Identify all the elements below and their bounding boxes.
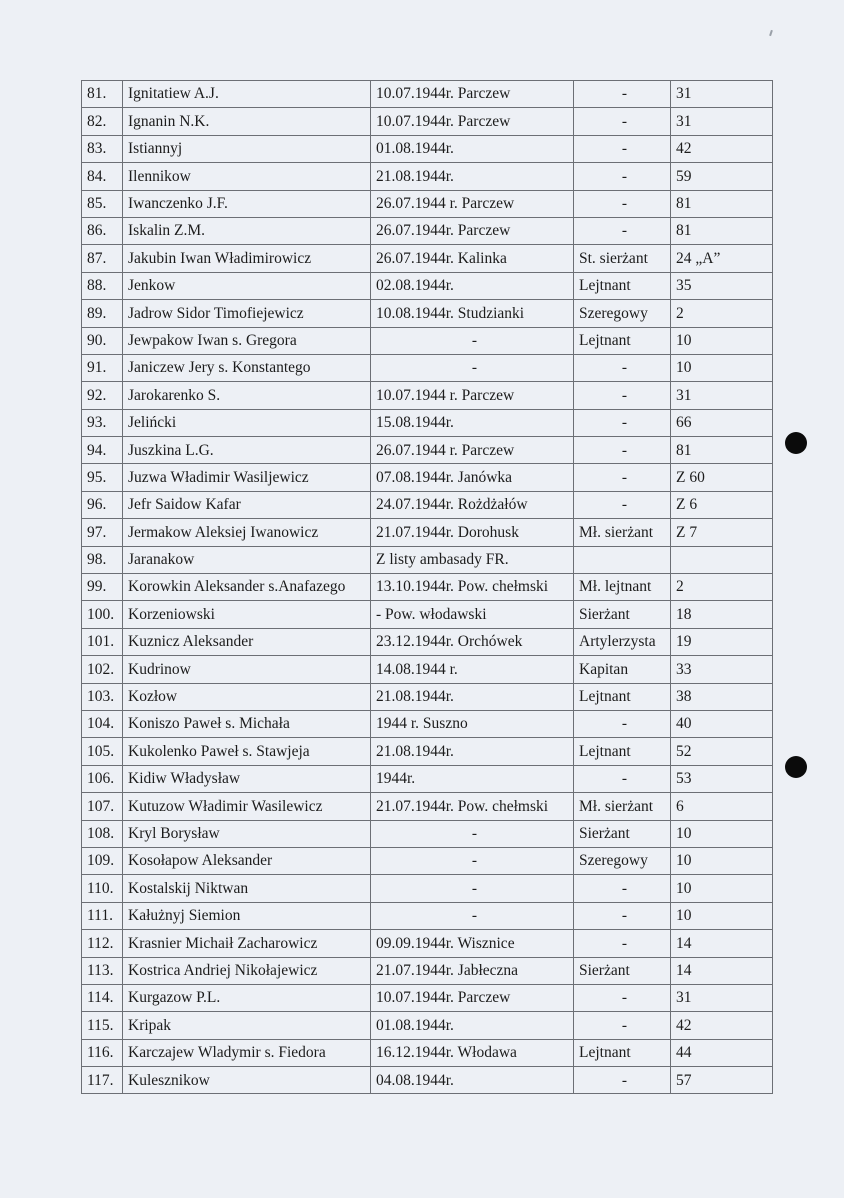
table-row bbox=[82, 683, 773, 710]
table-row bbox=[82, 601, 773, 628]
date-place-cell: - bbox=[371, 902, 574, 929]
table-row bbox=[82, 574, 773, 601]
rank-cell: - bbox=[574, 984, 671, 1011]
table-row bbox=[82, 327, 773, 354]
row-number-cell: 103. bbox=[82, 683, 123, 710]
date-place-cell: 26.07.1944 r. Parczew bbox=[371, 190, 574, 217]
rank-cell: Lejtnant bbox=[574, 272, 671, 299]
person-name-cell: Kripak bbox=[123, 1012, 371, 1039]
unit-number-cell: 31 bbox=[671, 81, 773, 108]
punch-hole-lower bbox=[785, 756, 807, 778]
date-place-cell: 10.07.1944r. Parczew bbox=[371, 984, 574, 1011]
date-place-cell: 01.08.1944r. bbox=[371, 135, 574, 162]
date-place-cell: - bbox=[371, 875, 574, 902]
unit-number-cell: 10 bbox=[671, 875, 773, 902]
table-row bbox=[82, 163, 773, 190]
unit-number-cell: 81 bbox=[671, 190, 773, 217]
row-number-cell: 90. bbox=[82, 327, 123, 354]
table-row bbox=[82, 902, 773, 929]
date-place-cell: - bbox=[371, 847, 574, 874]
row-number-cell: 88. bbox=[82, 272, 123, 299]
row-number-cell: 82. bbox=[82, 108, 123, 135]
rank-cell: - bbox=[574, 464, 671, 491]
table-row bbox=[82, 984, 773, 1011]
unit-number-cell: 14 bbox=[671, 957, 773, 984]
rank-cell: - bbox=[574, 491, 671, 518]
date-place-cell: 21.08.1944r. bbox=[371, 738, 574, 765]
row-number-cell: 92. bbox=[82, 382, 123, 409]
table-row bbox=[82, 546, 773, 573]
person-name-cell: Ilennikow bbox=[123, 163, 371, 190]
table-row bbox=[82, 793, 773, 820]
rank-cell: Sierżant bbox=[574, 957, 671, 984]
rank-cell bbox=[574, 546, 671, 573]
table-row bbox=[82, 217, 773, 244]
table-row bbox=[82, 738, 773, 765]
person-name-cell: Iskalin Z.M. bbox=[123, 217, 371, 244]
person-name-cell: Ignitatiew A.J. bbox=[123, 81, 371, 108]
unit-number-cell: 44 bbox=[671, 1039, 773, 1066]
rank-cell: - bbox=[574, 81, 671, 108]
row-number-cell: 100. bbox=[82, 601, 123, 628]
date-place-cell: 10.07.1944r. Parczew bbox=[371, 108, 574, 135]
rank-cell: - bbox=[574, 930, 671, 957]
rank-cell: - bbox=[574, 437, 671, 464]
rank-cell: Mł. sierżant bbox=[574, 793, 671, 820]
unit-number-cell bbox=[671, 546, 773, 573]
date-place-cell: 14.08.1944 r. bbox=[371, 656, 574, 683]
row-number-cell: 108. bbox=[82, 820, 123, 847]
rank-cell: - bbox=[574, 710, 671, 737]
unit-number-cell: 10 bbox=[671, 902, 773, 929]
person-name-cell: Jermakow Aleksiej Iwanowicz bbox=[123, 519, 371, 546]
row-number-cell: 102. bbox=[82, 656, 123, 683]
person-name-cell: Jadrow Sidor Timofiejewicz bbox=[123, 300, 371, 327]
unit-number-cell: Z 7 bbox=[671, 519, 773, 546]
table-row bbox=[82, 437, 773, 464]
row-number-cell: 105. bbox=[82, 738, 123, 765]
row-number-cell: 106. bbox=[82, 765, 123, 792]
rank-cell: - bbox=[574, 108, 671, 135]
rank-cell: Mł. lejtnant bbox=[574, 574, 671, 601]
table-row bbox=[82, 300, 773, 327]
row-number-cell: 98. bbox=[82, 546, 123, 573]
date-place-cell: 15.08.1944r. bbox=[371, 409, 574, 436]
rank-cell: - bbox=[574, 217, 671, 244]
table-row bbox=[82, 245, 773, 272]
date-place-cell: - Pow. włodawski bbox=[371, 601, 574, 628]
row-number-cell: 83. bbox=[82, 135, 123, 162]
row-number-cell: 101. bbox=[82, 628, 123, 655]
rank-cell: Lejtnant bbox=[574, 738, 671, 765]
table-row bbox=[82, 272, 773, 299]
unit-number-cell: 40 bbox=[671, 710, 773, 737]
person-name-cell: Karczajew Wladymir s. Fiedora bbox=[123, 1039, 371, 1066]
row-number-cell: 109. bbox=[82, 847, 123, 874]
table-row bbox=[82, 930, 773, 957]
person-name-cell: Jenkow bbox=[123, 272, 371, 299]
rank-cell: - bbox=[574, 875, 671, 902]
row-number-cell: 110. bbox=[82, 875, 123, 902]
row-number-cell: 96. bbox=[82, 491, 123, 518]
person-name-cell: Istiannyj bbox=[123, 135, 371, 162]
person-name-cell: Kuznicz Aleksander bbox=[123, 628, 371, 655]
person-name-cell: Kurgazow P.L. bbox=[123, 984, 371, 1011]
unit-number-cell: 14 bbox=[671, 930, 773, 957]
unit-number-cell: 6 bbox=[671, 793, 773, 820]
person-name-cell: Jelińcki bbox=[123, 409, 371, 436]
person-name-cell: Jarokarenko S. bbox=[123, 382, 371, 409]
unit-number-cell: 42 bbox=[671, 135, 773, 162]
unit-number-cell: Z 6 bbox=[671, 491, 773, 518]
rank-cell: Szeregowy bbox=[574, 300, 671, 327]
unit-number-cell: 57 bbox=[671, 1067, 773, 1094]
rank-cell: Szeregowy bbox=[574, 847, 671, 874]
table-row bbox=[82, 382, 773, 409]
table-row bbox=[82, 1067, 773, 1094]
row-number-cell: 94. bbox=[82, 437, 123, 464]
rank-cell: - bbox=[574, 765, 671, 792]
rank-cell: - bbox=[574, 135, 671, 162]
unit-number-cell: 33 bbox=[671, 656, 773, 683]
person-name-cell: Kidiw Władysław bbox=[123, 765, 371, 792]
roster-body bbox=[82, 81, 773, 1094]
unit-number-cell: 10 bbox=[671, 820, 773, 847]
rank-cell: - bbox=[574, 902, 671, 929]
table-row bbox=[82, 354, 773, 381]
row-number-cell: 84. bbox=[82, 163, 123, 190]
row-number-cell: 85. bbox=[82, 190, 123, 217]
person-name-cell: Janiczew Jery s. Konstantego bbox=[123, 354, 371, 381]
person-name-cell: Korzeniowski bbox=[123, 601, 371, 628]
unit-number-cell: Z 60 bbox=[671, 464, 773, 491]
date-place-cell: 26.07.1944 r. Parczew bbox=[371, 437, 574, 464]
rank-cell: Lejtnant bbox=[574, 683, 671, 710]
unit-number-cell: 31 bbox=[671, 382, 773, 409]
date-place-cell: 21.08.1944r. bbox=[371, 163, 574, 190]
unit-number-cell: 2 bbox=[671, 574, 773, 601]
person-name-cell: Jaranakow bbox=[123, 546, 371, 573]
person-name-cell: Jakubin Iwan Władimirowicz bbox=[123, 245, 371, 272]
row-number-cell: 81. bbox=[82, 81, 123, 108]
table-row bbox=[82, 765, 773, 792]
table-row bbox=[82, 108, 773, 135]
row-number-cell: 104. bbox=[82, 710, 123, 737]
date-place-cell: Z listy ambasady FR. bbox=[371, 546, 574, 573]
unit-number-cell: 19 bbox=[671, 628, 773, 655]
roster-table bbox=[81, 80, 773, 1094]
person-name-cell: Koniszo Paweł s. Michała bbox=[123, 710, 371, 737]
unit-number-cell: 53 bbox=[671, 765, 773, 792]
row-number-cell: 107. bbox=[82, 793, 123, 820]
table-row bbox=[82, 409, 773, 436]
date-place-cell: 24.07.1944r. Rożdżałów bbox=[371, 491, 574, 518]
date-place-cell: 09.09.1944r. Wisznice bbox=[371, 930, 574, 957]
person-name-cell: Ignanin N.K. bbox=[123, 108, 371, 135]
row-number-cell: 117. bbox=[82, 1067, 123, 1094]
person-name-cell: Jefr Saidow Kafar bbox=[123, 491, 371, 518]
row-number-cell: 91. bbox=[82, 354, 123, 381]
rank-cell: - bbox=[574, 354, 671, 381]
row-number-cell: 115. bbox=[82, 1012, 123, 1039]
rank-cell: Artylerzysta bbox=[574, 628, 671, 655]
table-row bbox=[82, 519, 773, 546]
unit-number-cell: 2 bbox=[671, 300, 773, 327]
unit-number-cell: 10 bbox=[671, 354, 773, 381]
unit-number-cell: 38 bbox=[671, 683, 773, 710]
table-row bbox=[82, 81, 773, 108]
row-number-cell: 86. bbox=[82, 217, 123, 244]
date-place-cell: 10.08.1944r. Studzianki bbox=[371, 300, 574, 327]
person-name-cell: Kulesznikow bbox=[123, 1067, 371, 1094]
person-name-cell: Kudrinow bbox=[123, 656, 371, 683]
unit-number-cell: 81 bbox=[671, 217, 773, 244]
person-name-cell: Kryl Borysław bbox=[123, 820, 371, 847]
row-number-cell: 97. bbox=[82, 519, 123, 546]
date-place-cell: 1944r. bbox=[371, 765, 574, 792]
unit-number-cell: 66 bbox=[671, 409, 773, 436]
person-name-cell: Kałużnyj Siemion bbox=[123, 902, 371, 929]
row-number-cell: 112. bbox=[82, 930, 123, 957]
date-place-cell: 26.07.1944r. Kalinka bbox=[371, 245, 574, 272]
row-number-cell: 114. bbox=[82, 984, 123, 1011]
date-place-cell: 10.07.1944 r. Parczew bbox=[371, 382, 574, 409]
date-place-cell: 10.07.1944r. Parczew bbox=[371, 81, 574, 108]
unit-number-cell: 31 bbox=[671, 108, 773, 135]
person-name-cell: Iwanczenko J.F. bbox=[123, 190, 371, 217]
table-row bbox=[82, 464, 773, 491]
rank-cell: Sierżant bbox=[574, 820, 671, 847]
date-place-cell: 16.12.1944r. Włodawa bbox=[371, 1039, 574, 1066]
date-place-cell: 07.08.1944r. Janówka bbox=[371, 464, 574, 491]
row-number-cell: 87. bbox=[82, 245, 123, 272]
person-name-cell: Kostrica Andriej Nikołajewicz bbox=[123, 957, 371, 984]
table-row bbox=[82, 820, 773, 847]
rank-cell: Lejtnant bbox=[574, 1039, 671, 1066]
rank-cell: - bbox=[574, 163, 671, 190]
person-name-cell: Kozłow bbox=[123, 683, 371, 710]
table-row bbox=[82, 875, 773, 902]
unit-number-cell: 81 bbox=[671, 437, 773, 464]
person-name-cell: Kostalskij Niktwan bbox=[123, 875, 371, 902]
unit-number-cell: 35 bbox=[671, 272, 773, 299]
rank-cell: Sierżant bbox=[574, 601, 671, 628]
table-row bbox=[82, 1012, 773, 1039]
table-row bbox=[82, 710, 773, 737]
person-name-cell: Juszkina L.G. bbox=[123, 437, 371, 464]
table-row bbox=[82, 656, 773, 683]
table-row bbox=[82, 491, 773, 518]
punch-hole-upper bbox=[785, 432, 807, 454]
person-name-cell: Krasnier Michaił Zacharowicz bbox=[123, 930, 371, 957]
date-place-cell: 21.08.1944r. bbox=[371, 683, 574, 710]
table-row bbox=[82, 1039, 773, 1066]
unit-number-cell: 52 bbox=[671, 738, 773, 765]
scan-speck bbox=[769, 30, 773, 36]
person-name-cell: Korowkin Aleksander s.Anafazego bbox=[123, 574, 371, 601]
person-name-cell: Jewpakow Iwan s. Gregora bbox=[123, 327, 371, 354]
date-place-cell: 21.07.1944r. Jabłeczna bbox=[371, 957, 574, 984]
row-number-cell: 93. bbox=[82, 409, 123, 436]
unit-number-cell: 42 bbox=[671, 1012, 773, 1039]
person-name-cell: Kukolenko Paweł s. Stawjeja bbox=[123, 738, 371, 765]
rank-cell: - bbox=[574, 1012, 671, 1039]
person-name-cell: Juzwa Władimir Wasiljewicz bbox=[123, 464, 371, 491]
table-row bbox=[82, 847, 773, 874]
date-place-cell: 02.08.1944r. bbox=[371, 272, 574, 299]
table-row bbox=[82, 135, 773, 162]
table-row bbox=[82, 957, 773, 984]
date-place-cell: 01.08.1944r. bbox=[371, 1012, 574, 1039]
person-name-cell: Kosołapow Aleksander bbox=[123, 847, 371, 874]
unit-number-cell: 31 bbox=[671, 984, 773, 1011]
rank-cell: - bbox=[574, 409, 671, 436]
row-number-cell: 95. bbox=[82, 464, 123, 491]
unit-number-cell: 59 bbox=[671, 163, 773, 190]
date-place-cell: 23.12.1944r. Orchówek bbox=[371, 628, 574, 655]
rank-cell: Kapitan bbox=[574, 656, 671, 683]
rank-cell: Lejtnant bbox=[574, 327, 671, 354]
row-number-cell: 111. bbox=[82, 902, 123, 929]
rank-cell: St. sierżant bbox=[574, 245, 671, 272]
rank-cell: - bbox=[574, 1067, 671, 1094]
unit-number-cell: 10 bbox=[671, 847, 773, 874]
row-number-cell: 113. bbox=[82, 957, 123, 984]
row-number-cell: 99. bbox=[82, 574, 123, 601]
person-name-cell: Kutuzow Władimir Wasilewicz bbox=[123, 793, 371, 820]
table-row bbox=[82, 190, 773, 217]
unit-number-cell: 18 bbox=[671, 601, 773, 628]
row-number-cell: 116. bbox=[82, 1039, 123, 1066]
row-number-cell: 89. bbox=[82, 300, 123, 327]
table-row bbox=[82, 628, 773, 655]
rank-cell: Mł. sierżant bbox=[574, 519, 671, 546]
date-place-cell: 1944 r. Suszno bbox=[371, 710, 574, 737]
date-place-cell: 26.07.1944r. Parczew bbox=[371, 217, 574, 244]
rank-cell: - bbox=[574, 382, 671, 409]
date-place-cell: - bbox=[371, 820, 574, 847]
unit-number-cell: 24 „A” bbox=[671, 245, 773, 272]
date-place-cell: 21.07.1944r. Dorohusk bbox=[371, 519, 574, 546]
date-place-cell: - bbox=[371, 354, 574, 381]
rank-cell: - bbox=[574, 190, 671, 217]
date-place-cell: 21.07.1944r. Pow. chełmski bbox=[371, 793, 574, 820]
date-place-cell: 04.08.1944r. bbox=[371, 1067, 574, 1094]
date-place-cell: 13.10.1944r. Pow. chełmski bbox=[371, 574, 574, 601]
unit-number-cell: 10 bbox=[671, 327, 773, 354]
date-place-cell: - bbox=[371, 327, 574, 354]
